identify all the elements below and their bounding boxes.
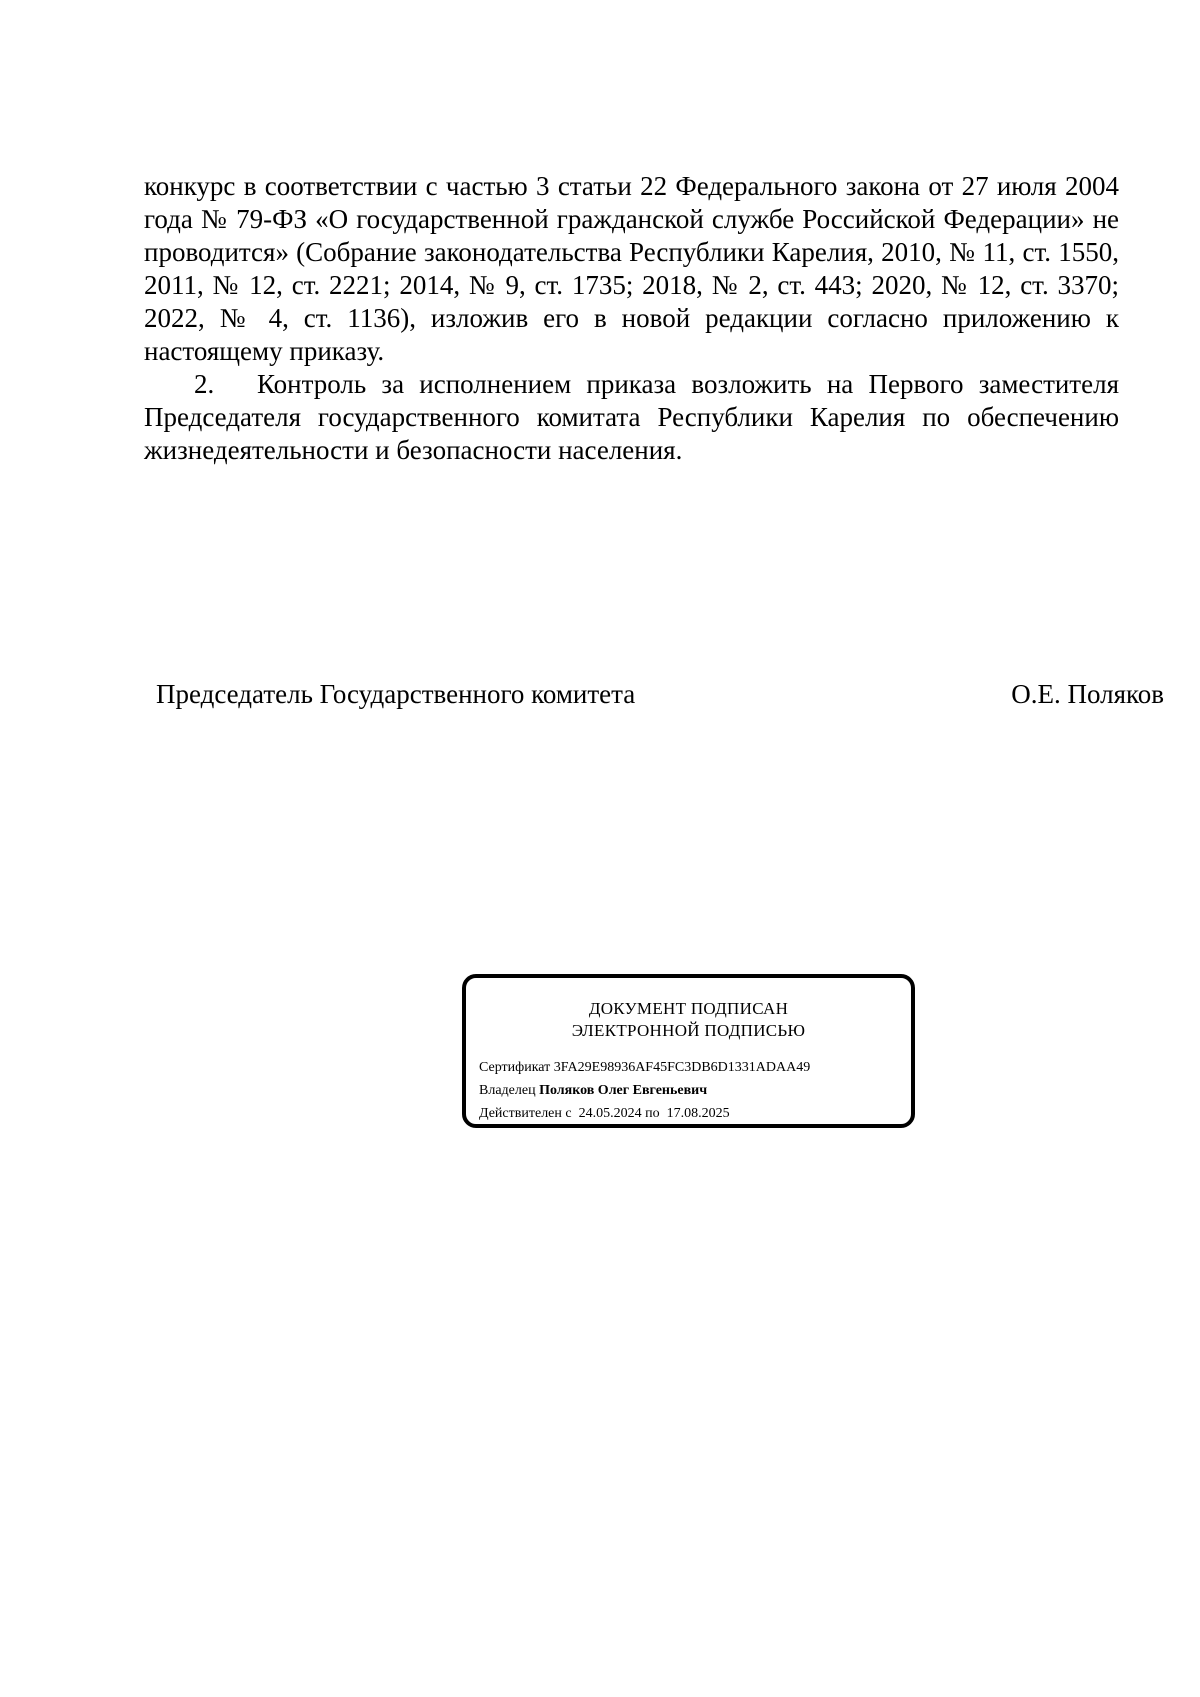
stamp-title — [466, 998, 911, 1042]
item-text: Контроль за исполнением приказа возложить на Первого заместителя Председателя государственного комитата Республики Карелия по обеспечению жизнедеятельности и безопасности населения. — [144, 369, 1119, 465]
valid-to: 17.08.2025 — [666, 1106, 730, 1121]
certificate-value: 3FA29E98936AF45FC3DB6D1331ADAA49 — [553, 1060, 811, 1075]
valid-label: Действителен с — [479, 1106, 572, 1121]
item-number: 2. — [194, 369, 215, 399]
signatory-name: О.Е. Поляков — [1011, 679, 1164, 709]
paragraph-item-2 — [144, 368, 1119, 467]
stamp-owner-row — [479, 1079, 810, 1102]
valid-to-label: по — [645, 1106, 660, 1121]
electronic-signature-stamp — [462, 974, 915, 1128]
valid-from: 24.05.2024 — [578, 1106, 642, 1121]
document-body — [144, 170, 1119, 467]
stamp-certificate-row — [479, 1056, 810, 1079]
stamp-title-line2: ЭЛЕКТРОННОЙ ПОДПИСЬЮ — [571, 1021, 806, 1040]
stamp-title-line1: ДОКУМЕНТ ПОДПИСАН — [588, 999, 789, 1018]
certificate-label: Сертификат — [479, 1060, 551, 1075]
paragraph-continuation: конкурс в соответствии с частью 3 статьи 22 Федерального закона от 27 июля 2004 года № 79-ФЗ «О государственной гражданской службе Российской Федерации» не проводится» (Собрание законодательства Республики Карелия, 2010, № 11, ст. 1550, 2011, № 12, ст. 2221; 2014, № 9, ст. 1735; 2018, № 2, ст. 443; 2020, № 12, ст. 3370; 2022, № 4, ст. 1136), изложив его в новой редакции согласно приложению к настоящему приказу. — [144, 171, 1119, 366]
signatory-role: Председатель Государственного комитета — [156, 679, 636, 709]
stamp-validity-row — [479, 1102, 810, 1125]
stamp-details — [479, 1056, 810, 1125]
owner-value: Поляков Олег Евгеньевич — [539, 1083, 708, 1098]
owner-label: Владелец — [479, 1083, 536, 1098]
